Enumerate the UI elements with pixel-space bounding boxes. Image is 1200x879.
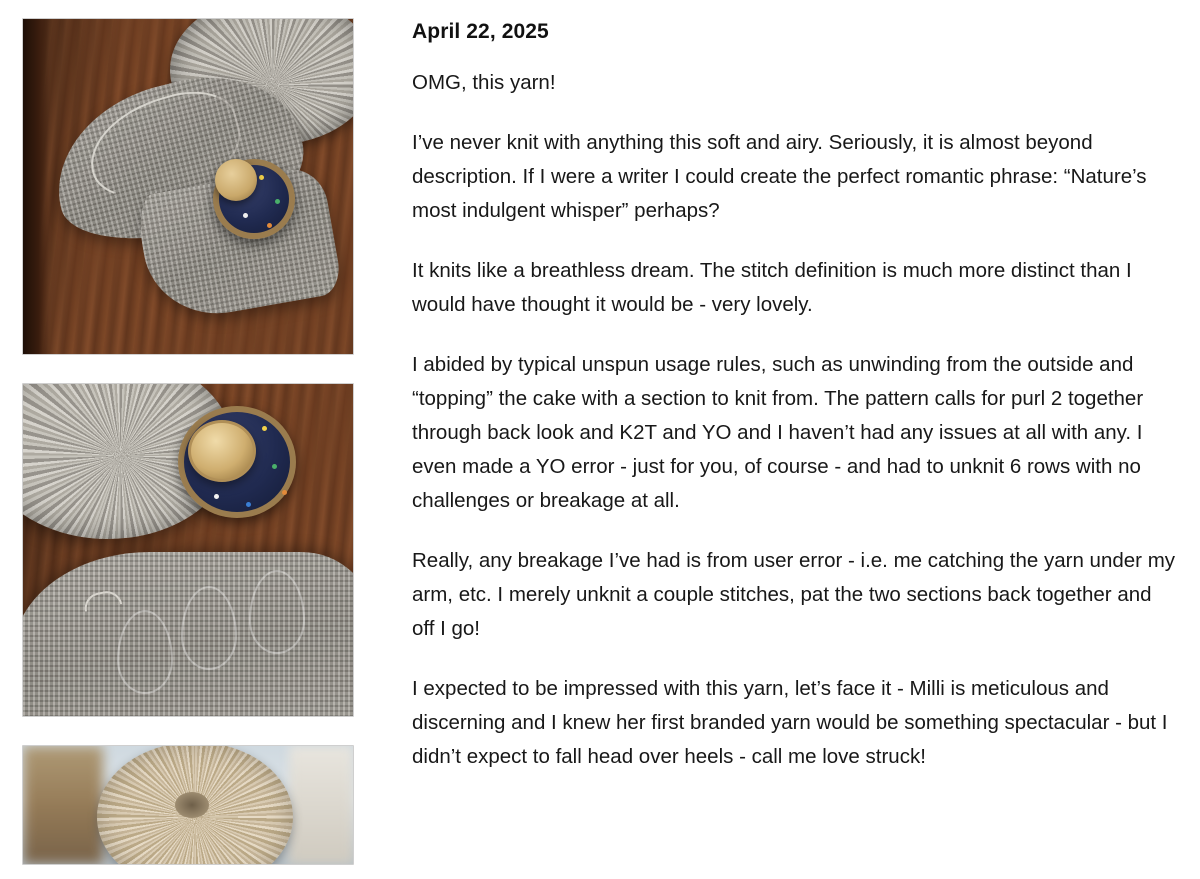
photo-cream-yarn-cake[interactable] [22,745,354,865]
entry-paragraph: I expected to be impressed with this yarn, let’s face it - Milli is meticulous and discerning and I knew her first branded yarn would be something spectacular - but I didn’t expect to fall head over heels - call me love struck! [412,677,1168,768]
journal-entry [354,10,1178,879]
leaf-lace-motif [117,610,173,694]
entry-paragraph: It knits like a breathless dream. The stitch definition is much more distinct than I would have thought it would be - very lovely. [412,259,1132,316]
pin-head [272,464,277,469]
leaf-lace-motif [249,570,305,654]
entry-paragraph: I abided by typical unspun usage rules, such as unwinding from the outside and “topping” the cake with a section to knit from. The pattern calls for purl 2 together through back look and K2T and YO and I haven’t had any issues at all with any. I even made a YO error - just for you, of course - and had to unknit 6 rows with no challenges or breakage at all. [412,353,1144,512]
pin-head [259,175,264,180]
entry-paragraph: Really, any breakage I’ve had is from user error - i.e. me catching the yarn under my arm, etc. I merely unknit a couple stitches, pat the two sections back together and off I go! [412,549,1176,640]
entry-date: April 22, 2025 [412,20,549,43]
entry-paragraph: OMG, this yarn! [412,71,556,94]
photo-pincushion-and-lace-detail[interactable] [22,383,354,717]
knitted-lace-fabric [22,552,354,717]
yarn-cake-center-hole [175,792,209,818]
pin-head [243,213,248,218]
knitted-shawl [36,43,345,343]
pin-head [282,490,287,495]
wooden-spool [188,420,256,482]
entry-paragraph: I’ve never knit with anything this soft and airy. Seriously, it is almost beyond description. If I were a writer I could create the perfect romantic phrase: “Nature’s most indulgent whisper” perhaps? [412,131,1147,222]
photo-gallery [22,10,354,879]
leaf-lace-motif [181,586,237,670]
blurred-foreground-left [23,746,103,864]
photo-knitted-shawl-on-wood-table[interactable] [22,18,354,355]
pin-head [275,199,280,204]
pin-head [262,426,267,431]
pin-head [267,223,272,228]
pin-head [246,502,251,507]
wooden-spool [215,159,257,201]
blurred-foreground-right [289,746,353,864]
pin-head [214,494,219,499]
